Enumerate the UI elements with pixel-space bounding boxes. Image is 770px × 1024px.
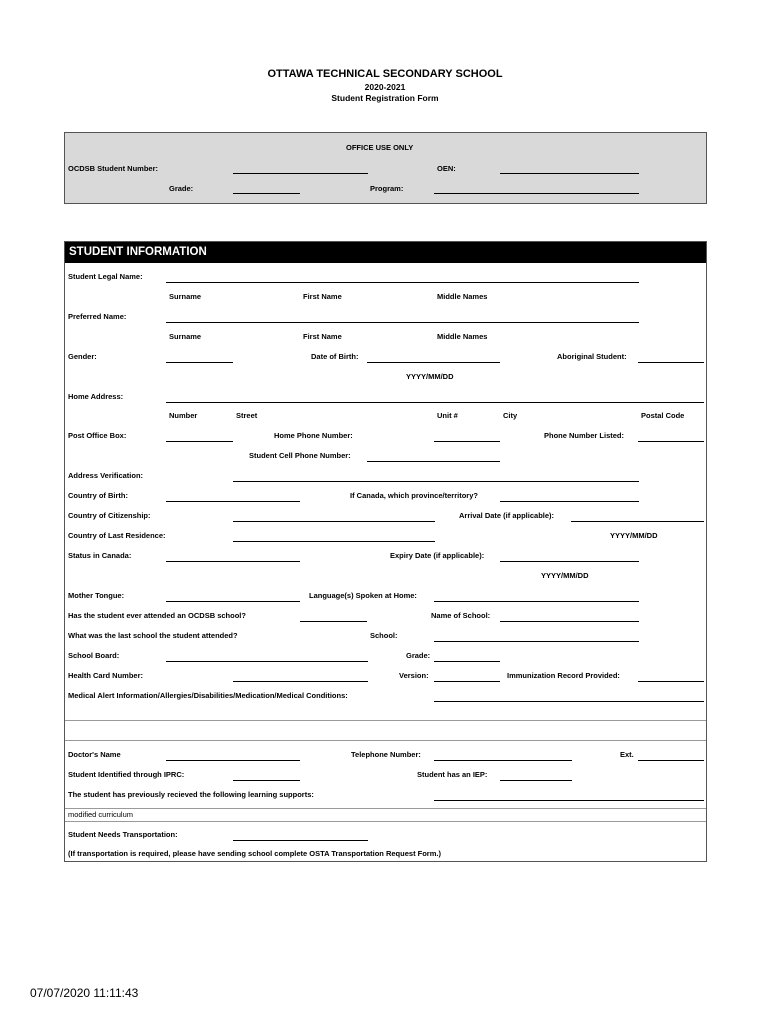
name-of-school-field[interactable] (500, 621, 639, 622)
country-birth-field[interactable] (166, 501, 300, 502)
aboriginal-field[interactable] (638, 362, 704, 363)
modified-curriculum-value: modified curriculum (68, 810, 134, 819)
doctor-label: Doctor's Name (68, 750, 121, 759)
school-label: School: (370, 631, 398, 640)
oen-field[interactable] (500, 173, 639, 174)
iep-field[interactable] (500, 780, 572, 781)
school-board-label: School Board: (68, 651, 120, 660)
mother-tongue-field[interactable] (166, 601, 300, 602)
oen-label: OEN: (437, 164, 456, 173)
office-use-title: OFFICE USE ONLY (346, 143, 414, 152)
cell-phone-label: Student Cell Phone Number: (249, 451, 351, 460)
ext-label: Ext. (620, 750, 634, 759)
expiry-date-field[interactable] (500, 561, 639, 562)
province-field[interactable] (500, 501, 639, 502)
iep-label: Student has an IEP: (417, 770, 488, 779)
office-grade-field[interactable] (233, 193, 300, 194)
legal-first-sublabel: First Name (303, 292, 342, 301)
preferred-surname-sublabel: Surname (169, 332, 202, 341)
print-timestamp: 07/07/2020 11:11:43 (30, 986, 139, 1000)
immunization-field[interactable] (638, 681, 704, 682)
cell-phone-field[interactable] (367, 461, 500, 462)
section-header-bar (65, 242, 706, 263)
legal-name-label: Student Legal Name: (68, 272, 143, 281)
legal-name-field[interactable] (166, 282, 639, 283)
home-phone-field[interactable] (434, 441, 500, 442)
arrival-format-hint: YYYY/MM/DD (610, 531, 658, 540)
version-field[interactable] (434, 681, 500, 682)
citizenship-label: Country of Citizenship: (68, 511, 151, 520)
telephone-label: Telephone Number: (351, 750, 421, 759)
ocdsb-number-label: OCDSB Student Number: (68, 164, 158, 173)
student-information-section (64, 241, 707, 862)
expiry-date-label: Expiry Date (if applicable): (390, 551, 485, 560)
dob-label: Date of Birth: (311, 352, 359, 361)
gender-field[interactable] (166, 362, 233, 363)
grade-label: Grade: (406, 651, 431, 660)
grade-field[interactable] (434, 661, 500, 662)
home-phone-label: Home Phone Number: (274, 431, 353, 440)
iprc-label: Student Identified through IPRC: (68, 770, 185, 779)
office-grade-label: Grade: (169, 184, 194, 193)
address-number-sublabel: Number (169, 411, 198, 420)
dob-format-hint: YYYY/MM/DD (406, 372, 454, 381)
address-postal-sublabel: Postal Code (641, 411, 685, 420)
languages-field[interactable] (434, 601, 639, 602)
arrival-date-field[interactable] (571, 521, 704, 522)
last-residence-label: Country of Last Residence: (68, 531, 166, 540)
medical-label: Medical Alert Information/Allergies/Disabilities/Medication/Medical Conditions: (68, 691, 348, 700)
address-unit-sublabel: Unit # (437, 411, 458, 420)
preferred-middle-sublabel: Middle Names (437, 332, 488, 341)
arrival-date-label: Arrival Date (if applicable): (459, 511, 555, 520)
transport-note: (If transportation is required, please have sending school complete OSTA Transportation Request Form.) (68, 849, 441, 858)
form-title: Student Registration Form (331, 93, 439, 103)
program-field[interactable] (434, 193, 639, 194)
transport-field[interactable] (233, 840, 368, 841)
aboriginal-label: Aboriginal Student: (557, 352, 627, 361)
address-street-sublabel: Street (236, 411, 258, 420)
citizenship-field[interactable] (233, 521, 435, 522)
supports-label: The student has previously recieved the following learning supports: (68, 790, 314, 799)
preferred-name-field[interactable] (166, 322, 639, 323)
address-verification-field[interactable] (233, 481, 639, 482)
status-canada-field[interactable] (166, 561, 300, 562)
po-box-label: Post Office Box: (68, 431, 127, 440)
section-title: STUDENT INFORMATION (69, 246, 207, 258)
name-of-school-label: Name of School: (431, 611, 491, 620)
attended-ocdsb-label: Has the student ever attended an OCDSB school? (68, 611, 246, 620)
gender-label: Gender: (68, 352, 97, 361)
legal-middle-sublabel: Middle Names (437, 292, 488, 301)
country-birth-label: Country of Birth: (68, 491, 128, 500)
school-name: OTTAWA TECHNICAL SECONDARY SCHOOL (267, 68, 503, 80)
school-field[interactable] (434, 641, 639, 642)
preferred-first-sublabel: First Name (303, 332, 342, 341)
expiry-format-hint: YYYY/MM/DD (541, 571, 589, 580)
home-address-field[interactable] (166, 402, 704, 403)
health-card-field[interactable] (233, 681, 368, 682)
last-school-label: What was the last school the student attended? (68, 631, 238, 640)
home-address-label: Home Address: (68, 392, 124, 401)
legal-surname-sublabel: Surname (169, 292, 202, 301)
health-card-label: Health Card Number: (68, 671, 144, 680)
dob-field[interactable] (367, 362, 500, 363)
doctor-field[interactable] (166, 760, 300, 761)
preferred-name-label: Preferred Name: (68, 312, 127, 321)
medical-field[interactable] (434, 701, 704, 702)
mother-tongue-label: Mother Tongue: (68, 591, 125, 600)
supports-field[interactable] (434, 800, 704, 801)
languages-label: Language(s) Spoken at Home: (309, 591, 417, 600)
telephone-field[interactable] (434, 760, 572, 761)
program-label: Program: (370, 184, 404, 193)
address-city-sublabel: City (503, 411, 518, 420)
po-box-field[interactable] (166, 441, 233, 442)
transport-label: Student Needs Transportation: (68, 830, 178, 839)
version-label: Version: (399, 671, 429, 680)
status-canada-label: Status in Canada: (68, 551, 132, 560)
supports-divider-bottom (65, 821, 706, 822)
attended-ocdsb-field[interactable] (300, 621, 367, 622)
iprc-field[interactable] (233, 780, 300, 781)
ext-field[interactable] (638, 760, 704, 761)
phone-listed-label: Phone Number Listed: (544, 431, 625, 440)
school-board-field[interactable] (166, 661, 368, 662)
last-residence-field[interactable] (233, 541, 435, 542)
province-label: If Canada, which province/territory? (350, 491, 478, 500)
address-verification-label: Address Verification: (68, 471, 144, 480)
supports-divider-top (65, 808, 706, 809)
medical-row-divider-bottom (65, 740, 706, 741)
medical-details-field[interactable] (65, 721, 706, 740)
immunization-label: Immunization Record Provided: (507, 671, 620, 680)
ocdsb-number-field[interactable] (233, 173, 368, 174)
phone-listed-field[interactable] (638, 441, 704, 442)
school-year: 2020-2021 (364, 82, 406, 92)
office-use-box (64, 132, 707, 204)
